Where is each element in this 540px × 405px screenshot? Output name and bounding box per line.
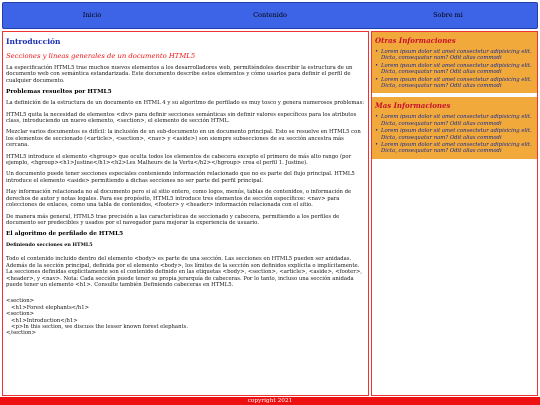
sidebar	[371, 31, 538, 396]
aside-list-mas	[375, 114, 534, 154]
paragraph-hgroup: HTML5 introduce el elemento <hgroup> que oculta todos los elementos de cabecera excepto el primero de más alto rango (por ejemplo, <hgroup><h1>Justine</h1><h2>Les Malheurs de la Vertu</h2></hgroup> crea el perfil 1. Justine).	[6, 153, 352, 167]
paragraph-aside: Un documento puede tener secciones especiales conteniendo información relacionado que no es parte del flujo principal. HTML5 introduce el elemento <aside> permitiendo a dichas secciones no ser parte del perfil principal.	[6, 171, 355, 184]
nav-item-sobre-mi[interactable]: Sobre mi	[433, 11, 463, 19]
nav-item-contenido[interactable]: Contenido	[253, 11, 287, 19]
list-item: • Lorem ipsum dolor sit amet consectetur adipisicing elit. Dicta, consequatur nam? Odit alias commodi	[375, 77, 534, 90]
top-nav	[2, 2, 538, 29]
paragraph-body: Todo el contenido incluido dentro del elemento <body> es parte de una sección. Las secciones en HTML5 pueden ser anidadas. Además de la sección principal, definida por el elemento <body>, los límites de la sección son definidos explícita o implícitamente. La secciones definidas explícitamente son el contenido definido en las etiquetas <body>, <section>, <article>, <aside>, <footer>, <header>, y <nav>. Nota: Cada sección puede tener su propia jerarquía de cabeceras. Por lo tanto, incluso una sección anidada puede tener un elemento <h1>. Consulte también Definiendo cabeceras en HTML5.	[6, 256, 362, 288]
paragraph-mixing: Mezclar varios documentos es difícil: la inclusión de un sub-documento en un documento principal. Esto se resuelve en HTML5 con los elementos de seccionado (<article>, <section>, <nav> y <aside>) son siempre subsecciones de su sección ancestra más cercana.	[6, 129, 361, 149]
aside-title-mas: Mas Informaciones	[375, 101, 451, 111]
paragraph-problems: La definición de la estructura de un documento en HTML 4 y su algoritmo de perfilado es muy tosco y genera numerosos problemas:	[6, 100, 365, 107]
nav-item-inicio[interactable]: Inicio	[82, 11, 102, 19]
section-subtitle: Secciones y lineas generales de un documento HTML5	[6, 52, 196, 60]
aside-block-otras	[372, 32, 537, 93]
aside-list-otras	[375, 49, 534, 89]
list-item: • Lorem ipsum dolor sit amet consectetur adipisicing elit. Dicta, consequatur nam? Odit alias commodi	[375, 142, 534, 155]
main-content[interactable]	[2, 31, 369, 396]
aside-title-otras: Otras Informaciones	[375, 36, 456, 45]
copyright-text: copyright 2021	[247, 398, 293, 404]
aside-block-mas	[372, 97, 537, 158]
paragraph-general: De manera más general, HTML5 trae precisión a las características de seccionado y cabecera, permitiendo a los perfiles de documento ser predecibles y usados por el navegador para mejorar la experiencia de usuario.	[6, 213, 340, 226]
paragraph-section: HTML5 quita la necesidad de elementos <div> para definir secciones semánticas sin definir valores específicos para los atributos class, introduciendo un nuevo elemento, <section>, el elemento de sección HTML.	[6, 111, 357, 125]
paragraph-nav: Hay información relacionada no al documento pero si al sitio entero, como logos, menús, tablas de contenidos, o información de derechos de autor y notas legales. Para ese propósito, HTML5 introduce tres elementos de sección específicos: <nav> para colecciones de enlaces, como una tabla de contenidos, <footer> y <header> información relacionada con el sitio.	[6, 189, 352, 209]
heading-defining: Definiendo secciones en HTML5	[6, 242, 93, 249]
paragraph-intro: La especificación HTML5 trae muchos nuevos elementos a los desarrolladores web, permitiéndoles describir la estructura de un documento web con semántica estandarizada. Este documento describe estos elementos y cómo usarlos para definir el perfil de cualquier documento.	[6, 65, 353, 84]
list-item: • Lorem ipsum dolor sit amet consectetur adipisicing elit. Dicta, consequatur nam? Odit alias commodi	[375, 63, 534, 76]
page-title: Introducción	[6, 37, 61, 46]
code-example: <section> <h1>Forest elephants</h1> <section> <h1>Introduction</h1> <p>In this section, we discuss the lesser known forest elephants. </section>	[6, 298, 189, 337]
heading-algorithm: El algoritmo de perfilado de HTML5	[6, 231, 124, 238]
list-item: • Lorem ipsum dolor sit amet consectetur adipisicing elit. Dicta, consequatur nam? Odit alias commodi	[375, 114, 534, 127]
footer	[0, 397, 540, 405]
heading-problems: Problemas resueltos por HTML5	[6, 89, 112, 96]
list-item: • Lorem ipsum dolor sit amet consectetur adipisicing elit. Dicta, consequatur nam? Odit alias commodi	[375, 128, 534, 141]
list-item: • Lorem ipsum dolor sit amet consectetur adipisicing elit. Dicta, consequatur nam? Odit alias commodi	[375, 49, 534, 62]
